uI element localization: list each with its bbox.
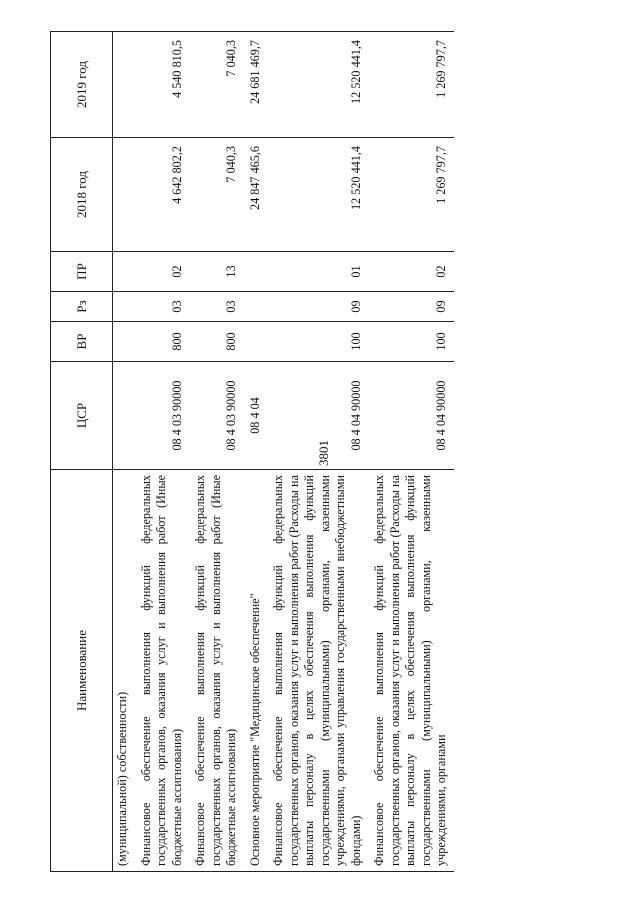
row-2018: 1 269 797,7 (368, 138, 454, 252)
row-csr: 08 4 04 (244, 362, 268, 470)
row-rz: 09 (368, 292, 454, 322)
row-csr: 08 4 04 90000 (368, 362, 454, 470)
row-vr: 800 (135, 322, 190, 362)
row-vr (113, 322, 135, 362)
row-pr: 02 (368, 252, 454, 292)
row-name: Финансовое обеспечение выполнения функций федеральных государственных органов, оказания услуг и выполнения работ (Расходы на выплаты персоналу в целях обеспечения выполнения функций государственными (муниципальными) органами, казенными учреждениями, органами (368, 470, 454, 872)
row-2019: 7 040,3 (189, 32, 244, 138)
row-name: Финансовое обеспечение выполнения функций федеральных государственных органов, оказания услуг и выполнения работ (Расходы на выплаты персоналу в целях обеспечения выполнения функций государственными (муниципальными) органами, казенными учреждениями, органами управления государственными внебюджетными фондами) (267, 470, 368, 872)
budget-table (50, 31, 454, 872)
row-vr: 100 (267, 322, 368, 362)
table-row (244, 32, 268, 872)
row-rz (244, 292, 268, 322)
header-rz: Рз (51, 292, 113, 322)
row-csr: 08 4 04 90000 (267, 362, 368, 470)
table-header-row (51, 32, 113, 872)
row-2018: 12 520 441,4 (267, 138, 368, 252)
row-name: (муниципальной) собственности) (113, 470, 135, 872)
row-2019 (113, 32, 135, 138)
header-name: Наименование (51, 470, 113, 872)
row-csr: 08 4 03 90000 (135, 362, 190, 470)
row-vr: 800 (189, 322, 244, 362)
table-row (135, 32, 190, 872)
row-2018: 7 040,3 (189, 138, 244, 252)
header-2018: 2018 год (51, 138, 113, 252)
row-name: Основное мероприятие "Медицинское обеспечение" (244, 470, 268, 872)
row-vr (244, 322, 268, 362)
row-pr: 01 (267, 252, 368, 292)
row-2019: 1 269 797,7 (368, 32, 454, 138)
row-csr (113, 362, 135, 470)
page-number: 3801 (316, 440, 331, 466)
table-row (189, 32, 244, 872)
row-2018: 4 642 802,2 (135, 138, 190, 252)
header-vr: ВР (51, 322, 113, 362)
row-2018 (113, 138, 135, 252)
table-row (267, 32, 368, 872)
row-2018: 24 847 465,6 (244, 138, 268, 252)
row-name: Финансовое обеспечение выполнения функций федеральных государственных органов, оказания услуг и выполнения работ (Иные бюджетные ассигнования) (135, 470, 190, 872)
row-pr (113, 252, 135, 292)
row-2019: 4 540 810,5 (135, 32, 190, 138)
row-vr: 100 (368, 322, 454, 362)
row-rz: 09 (267, 292, 368, 322)
header-2019: 2019 год (51, 32, 113, 138)
row-rz: 03 (189, 292, 244, 322)
row-2019: 12 520 441,4 (267, 32, 368, 138)
row-pr (244, 252, 268, 292)
row-rz (113, 292, 135, 322)
table-row (113, 32, 135, 872)
row-csr: 08 4 03 90000 (189, 362, 244, 470)
row-name: Финансовое обеспечение выполнения функций федеральных государственных органов, оказания услуг и выполнения работ (Иные бюджетные ассигнования) (189, 470, 244, 872)
header-csr: ЦСР (51, 362, 113, 470)
row-2019: 24 681 469,7 (244, 32, 268, 138)
budget-table-container (50, 32, 602, 872)
header-pr: ПР (51, 252, 113, 292)
row-pr: 13 (189, 252, 244, 292)
row-pr: 02 (135, 252, 190, 292)
table-row (368, 32, 454, 872)
row-rz: 03 (135, 292, 190, 322)
